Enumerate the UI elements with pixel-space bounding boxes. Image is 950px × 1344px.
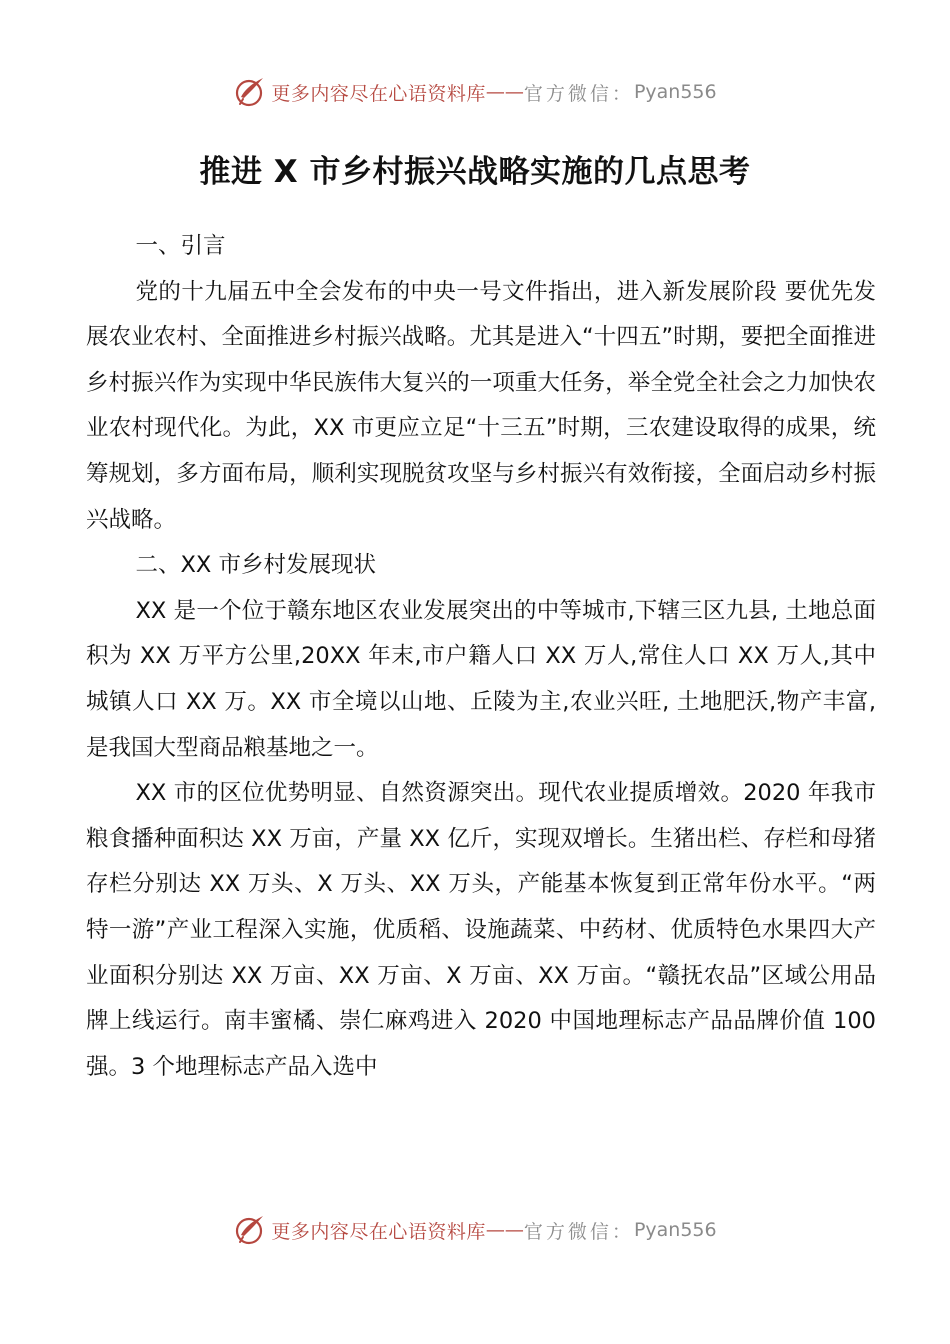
footer-banner — [0, 1210, 950, 1250]
banner-wechat-label: 官方微信： — [523, 1220, 634, 1243]
section-heading-introduction: 一、引言 — [135, 233, 226, 259]
banner-promo-text: 更多内容尽在心语资料库 — [271, 82, 486, 105]
banner-wechat-id: Pyan556 — [633, 81, 717, 103]
paragraph-agriculture-advantages: XX 市的区位优势明显、自然资源突出。现代农业提质增效。2020 年我市粮食播种面积达 XX 万亩，产量 XX 亿斤，实现双增长。生猪出栏、存栏和母猪存栏分别达 XX 万头、X 万头、XX 万头，产能基本恢复到正常年份水平。“两特一游”产业工程深入实施，优质稻、设施蔬菜、中药材、优质特色水果四大产业面积分别达 XX 万亩、XX 万亩、X 万亩、XX 万亩。“赣抚农品”区域公用品牌上线运行。南丰蜜橘、崇仁麻鸡进入 2020 中国地理标志产品品牌价值 100 强。3 个地理标志产品入选中 — [86, 780, 876, 1080]
document-title: 推进 X 市乡村振兴战略实施的几点思考 — [199, 154, 751, 190]
header-banner — [0, 72, 950, 112]
quill-logo-icon — [233, 1213, 267, 1247]
banner-promo-text: 更多内容尽在心语资料库 — [271, 1220, 486, 1243]
banner-dash: —— — [485, 1219, 524, 1241]
section-heading-current-status: 二、XX 市乡村发展现状 — [135, 552, 376, 579]
document-body — [86, 224, 876, 1090]
paragraph-city-overview: XX 是一个位于赣东地区农业发展突出的中等城市,下辖三区九县, 土地总面积为 XX 万平方公里,20XX 年末,市户籍人口 XX 万人,常住人口 XX 万人,其中城镇人口 XX 万。XX 市全境以山地、丘陵为主,农业兴旺, 土地肥沃,物产丰富,是我国大型商品粮基地之一。 — [86, 597, 876, 761]
banner-dash: —— — [485, 81, 524, 103]
quill-logo-icon — [233, 75, 267, 109]
paragraph-introduction: 党的十九届五中全会发布的中央一号文件指出，进入新发展阶段 要优先发展农业农村、全面推进乡村振兴战略。尤其是进入“十四五”时期，要把全面推进乡村振兴作为实现中华民族伟大复兴的一项重大任务，举全党全社会之力加快农业农村现代化。为此，XX 市更应立足“十三五”时期，三农建设取得的成果，统筹规划，多方面布局，顺利实现脱贫攻坚与乡村振兴有效衔接，全面启动乡村振兴战略。 — [86, 278, 876, 533]
banner-wechat-label: 官方微信： — [523, 82, 634, 105]
banner-wechat-id: Pyan556 — [633, 1219, 717, 1241]
